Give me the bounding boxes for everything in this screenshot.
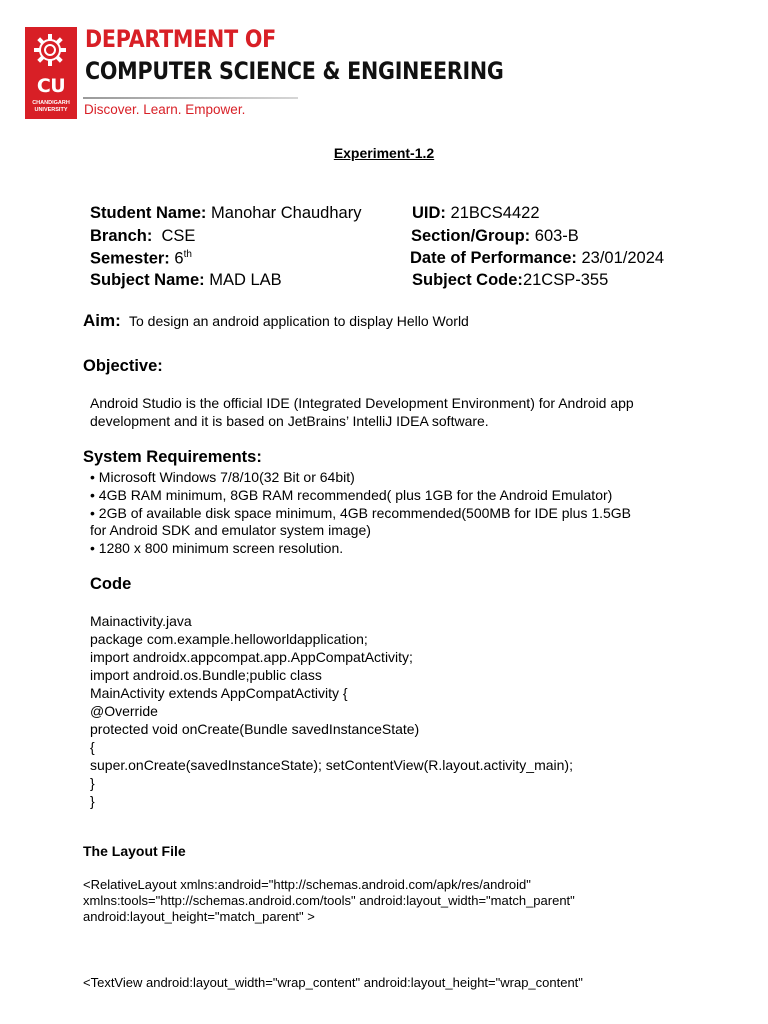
code-line: } xyxy=(90,793,95,809)
subject-name-row: Subject Name: MAD LAB xyxy=(90,271,282,289)
section-row: Section/Group: 603-B xyxy=(411,227,579,245)
xml-line: xmlns:tools="http://schemas.android.com/tools" android:layout_width="match_parent" xyxy=(83,893,575,908)
code-line: super.onCreate(savedInstanceState); setContentView(R.layout.activity_main); xyxy=(90,757,573,773)
code-line: MainActivity extends AppCompatActivity { xyxy=(90,685,348,701)
semester-row: Semester: 6th xyxy=(90,249,192,268)
branch-row: Branch: CSE xyxy=(90,227,196,245)
xml-line: android:layout_height="match_parent" > xyxy=(83,909,315,924)
logo-university-text: CHANDIGARH UNIVERSITY xyxy=(32,100,70,113)
system-requirements-heading: System Requirements: xyxy=(83,448,262,466)
requirement-line: • Microsoft Windows 7/8/10(32 Bit or 64bit) xyxy=(90,469,355,485)
department-title-line2: COMPUTER SCIENCE & ENGINEERING xyxy=(85,57,504,85)
layout-file-heading: The Layout File xyxy=(83,843,186,859)
code-line: import androidx.appcompat.app.AppCompatActivity; xyxy=(90,649,413,665)
code-line: { xyxy=(90,739,95,755)
code-line: Mainactivity.java xyxy=(90,613,192,629)
code-line: protected void onCreate(Bundle savedInstanceState) xyxy=(90,721,420,737)
gear-emblem-icon xyxy=(33,33,67,67)
requirement-line: for Android SDK and emulator system image) xyxy=(90,522,371,538)
requirement-line: • 4GB RAM minimum, 8GB RAM recommended( plus 1GB for the Android Emulator) xyxy=(90,487,613,503)
university-logo xyxy=(25,27,77,119)
xml-line: <RelativeLayout xmlns:android="http://schemas.android.com/apk/res/android" xyxy=(83,877,531,892)
header-divider xyxy=(83,97,298,99)
requirement-line: • 2GB of available disk space minimum, 4GB recommended(500MB for IDE plus 1.5GB xyxy=(90,505,632,521)
code-line: import android.os.Bundle;public class xyxy=(90,667,322,683)
student-name-row: Student Name: Manohar Chaudhary xyxy=(90,204,362,222)
code-heading: Code xyxy=(90,575,132,593)
subject-code-row: Subject Code:21CSP-355 xyxy=(412,271,609,289)
code-line: } xyxy=(90,775,95,791)
experiment-title: Experiment-1.2 xyxy=(333,145,435,161)
objective-heading: Objective: xyxy=(83,357,163,375)
objective-line-1: Android Studio is the official IDE (Integrated Development Environment) for Android app xyxy=(90,395,634,411)
objective-line-2: development and it is based on JetBrains’ IntelliJ IDEA software. xyxy=(90,413,489,429)
department-title-line1: DEPARTMENT OF xyxy=(85,25,276,53)
tagline: Discover. Learn. Empower. xyxy=(84,102,246,117)
uid-row: UID: 21BCS4422 xyxy=(412,204,540,222)
aim-label: Aim: xyxy=(83,311,121,330)
date-row: Date of Performance: 23/01/2024 xyxy=(410,249,665,267)
requirement-line: • 1280 x 800 minimum screen resolution. xyxy=(90,540,344,556)
code-line: package com.example.helloworldapplication; xyxy=(90,631,368,647)
aim-text: To design an android application to display Hello World xyxy=(129,313,469,329)
xml-line: <TextView android:layout_width="wrap_content" android:layout_height="wrap_content" xyxy=(83,975,583,990)
logo-cu-text: CU xyxy=(36,75,66,97)
code-line: @Override xyxy=(90,703,158,719)
